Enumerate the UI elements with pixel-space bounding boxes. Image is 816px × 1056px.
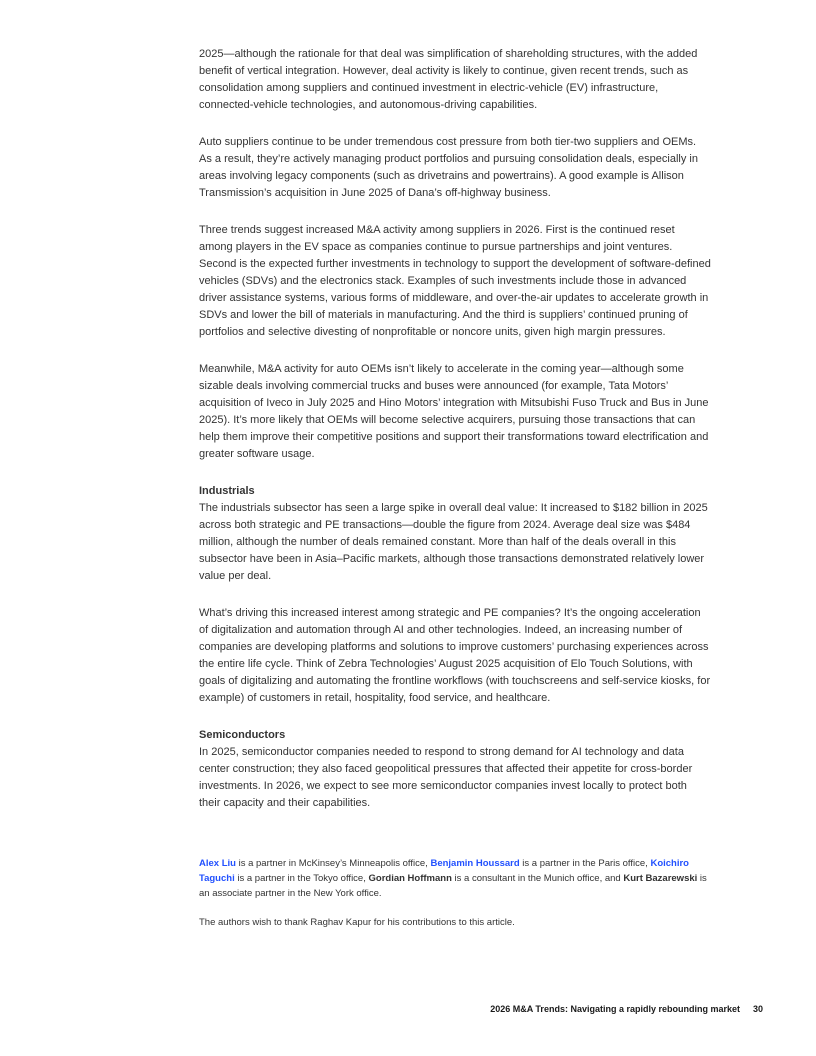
author-link-benjamin-houssard[interactable]: Benjamin Houssard <box>430 858 520 869</box>
author-note <box>199 856 711 901</box>
footer-page-number: 30 <box>752 1004 763 1014</box>
paragraph-auto-oems: Meanwhile, M&A activity for auto OEMs isn’t likely to accelerate in the coming year—although some sizable deals involving commercial trucks and buses were announced (for example, Tata Motors’ acquisition of Iveco in July 2025 and Hino Motors’ integration with Mitsubishi Fuso Truck and Bus in June 2025). It’s more likely that OEMs will become selective acquirers, pursuing those transactions that can help them improve their competitive positions and support their transformations toward electrification and greater software usage. <box>199 363 709 460</box>
footer-report-title: 2026 M&A Trends: Navigating a rapidly rebounding market <box>490 1004 740 1014</box>
paragraph-semiconductors: In 2025, semiconductor companies needed to respond to strong demand for AI technology and data center construction; they also faced geopolitical pressures that affected their appetite for cross-border investments. In 2026, we expect to see more semiconductor companies invest locally to protect both their capacity and their capabilities. <box>199 746 693 809</box>
paragraph-auto-suppliers: Auto suppliers continue to be under tremendous cost pressure from both tier-two suppliers and OEMs. As a result, they’re actively managing product portfolios and pursuing consolidation deals, especially in areas involving legacy components (such as drivetrains and powertrains). A good example is Allison Transmission’s acquisition in June 2025 of Dana’s off-highway business. <box>199 136 698 199</box>
acknowledgement-note: The authors wish to thank Raghav Kapur for his contributions to this article. <box>199 917 515 928</box>
page-footer <box>490 1003 763 1015</box>
author-link-koichiro-taguchi[interactable]: Koichiro Taguchi <box>199 858 689 884</box>
author-note-text: is a consultant in the Munich office, and <box>451 873 624 884</box>
section-heading-industrials: Industrials <box>199 485 255 497</box>
author-note-text: is a partner in the Tokyo office, <box>234 873 369 884</box>
paragraph-industrials-deal-value: The industrials subsector has seen a large spike in overall deal value: It increased to $182 billion in 2025 across both strategic and PE transactions—double the figure from 2024. Average deal size was $484 million, although the number of deals remained constant. More than half of the deals overall in this subsector have been in Asia–Pacific markets, although those transactions demonstrated relatively lower value per deal. <box>199 502 708 582</box>
paragraph-industrials-drivers: What’s driving this increased interest among strategic and PE companies? It’s the ongoing acceleration of digitalization and automation through AI and other technologies. Indeed, an increasing number of companies are developing platforms and solutions to improve customers’ purchasing experiences across the entire life cycle. Think of Zebra Technologies’ August 2025 acquisition of Elo Touch Solutions, with goals of digitalizing and automating the frontline workflows (with touchscreens and self-service kiosks, for example) of customers in retail, hospitality, food service, and healthcare. <box>199 607 711 704</box>
author-note-text: is a partner in the Paris office, <box>519 858 651 869</box>
article-body <box>199 46 711 930</box>
author-name-gordian-hoffmann: Gordian Hoffmann <box>368 873 452 884</box>
author-name-kurt-bazarewski: Kurt Bazarewski <box>623 873 698 884</box>
section-heading-semiconductors: Semiconductors <box>199 729 286 741</box>
author-note-text: is an associate partner in the New York office. <box>199 873 707 899</box>
author-note-text: is a partner in McKinsey’s Minneapolis office, <box>235 858 431 869</box>
author-link-alex-liu[interactable]: Alex Liu <box>199 858 236 869</box>
paragraph-deal-rationale: 2025—although the rationale for that deal was simplification of shareholding structures, with the added benefit of vertical integration. However, deal activity is likely to continue, given recent trends, such as consolidation among suppliers and continued investment in electric-vehicle (EV) infrastructure, connected-vehicle technologies, and autonomous-driving capabilities. <box>199 48 698 111</box>
paragraph-three-trends: Three trends suggest increased M&A activity among suppliers in 2026. First is the continued reset among players in the EV space as companies continue to pursue partnerships and joint ventures. Second is the expected further investments in technology to support the development of software-defined vehicles (SDVs) and the electronics stack. Examples of such investments include those in advanced driver assistance systems, various forms of middleware, and over-the-air updates to accelerate growth in SDVs and lower the bill of materials in manufacturing. And the third is suppliers’ continued pruning of portfolios and selective divesting of nonprofitable or noncore units, given high margin pressures. <box>199 224 711 338</box>
